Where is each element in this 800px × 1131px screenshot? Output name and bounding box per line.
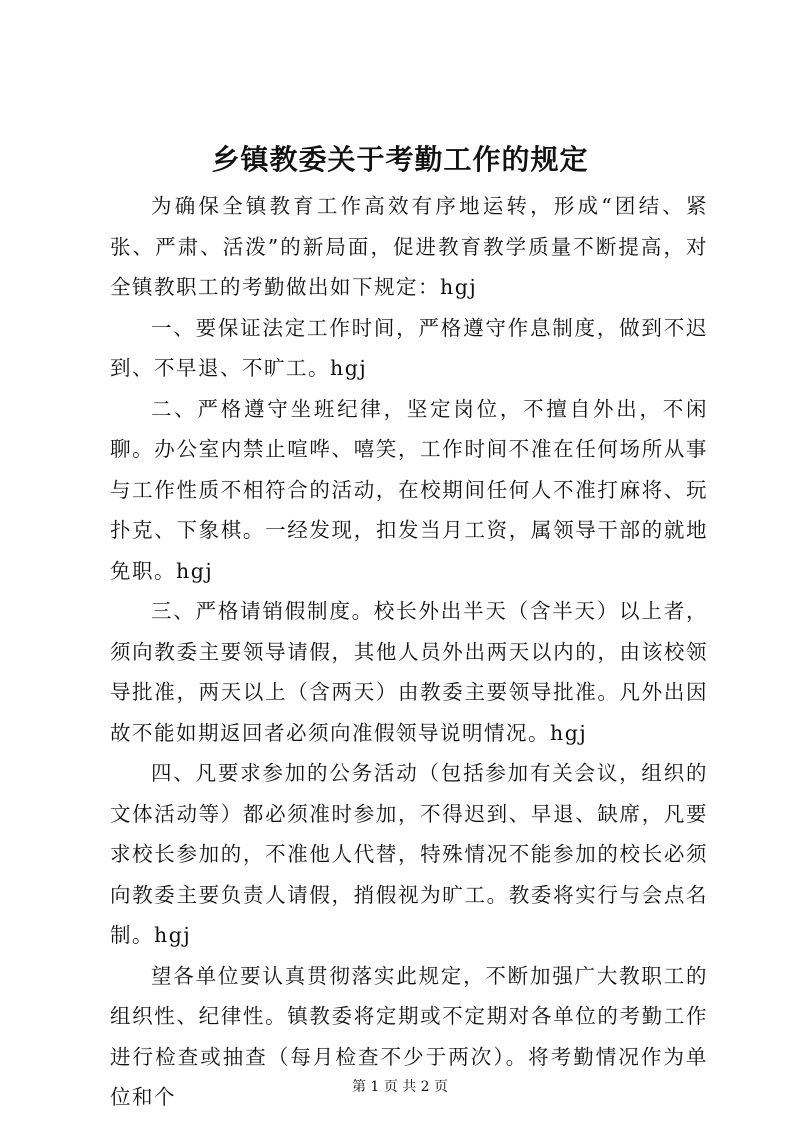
- paragraph-rule-4: 四、凡要求参加的公务活动（包括参加有关会议，组织的文体活动等）都必须准时参加，不得迟到、早退、缺席，凡要求校长参加的，不准他人代替，特殊情况不能参加的校长必须向教委主要负责人请假，捎假视为旷工。教委将实行与会点名制。hgj: [110, 761, 708, 947]
- document-body: [110, 186, 708, 1118]
- paragraph-rule-1: 一、要保证法定工作时间，严格遵守作息制度，做到不迟到、不早退、不旷工。hgj: [110, 315, 708, 380]
- paragraph-rule-3: 三、严格请销假制度。校长外出半天（含半天）以上者，须向教委主要领导请假，其他人员外出两天以内的，由该校领导批准，两天以上（含两天）由教委主要领导批准。凡外出因故不能如期返回者必须向准假领导说明情况。hgj: [110, 599, 708, 745]
- page-footer: 第 1 页 共 2 页: [351, 1079, 449, 1095]
- paragraph-intro: 为确保全镇教育工作高效有序地运转，形成“团结、紧张、严肃、活泼”的新局面，促进教育教学质量不断提高，对全镇教职工的考勤做出如下规定：hgj: [110, 194, 708, 299]
- paragraph-rule-2: 二、严格遵守坐班纪律，坚定岗位，不擅自外出，不闲聊。办公室内禁止喧哗、嘻笑，工作时间不准在任何场所从事与工作性质不相符合的活动，在校期间任何人不准打麻将、玩扑克、下象棋。一经发现，扣发当月工资，属领导干部的就地免职。hgj: [110, 396, 708, 583]
- paragraph-closing: 望各单位要认真贯彻落实此规定，不断加强广大教职工的组织性、纪律性。镇教委将定期或不定期对各单位的考勤工作进行检查或抽查（每月检查不少于两次）。将考勤情况作为单位和个: [110, 963, 708, 1109]
- document-title: 乡镇教委关于考勤工作的规定: [211, 143, 589, 176]
